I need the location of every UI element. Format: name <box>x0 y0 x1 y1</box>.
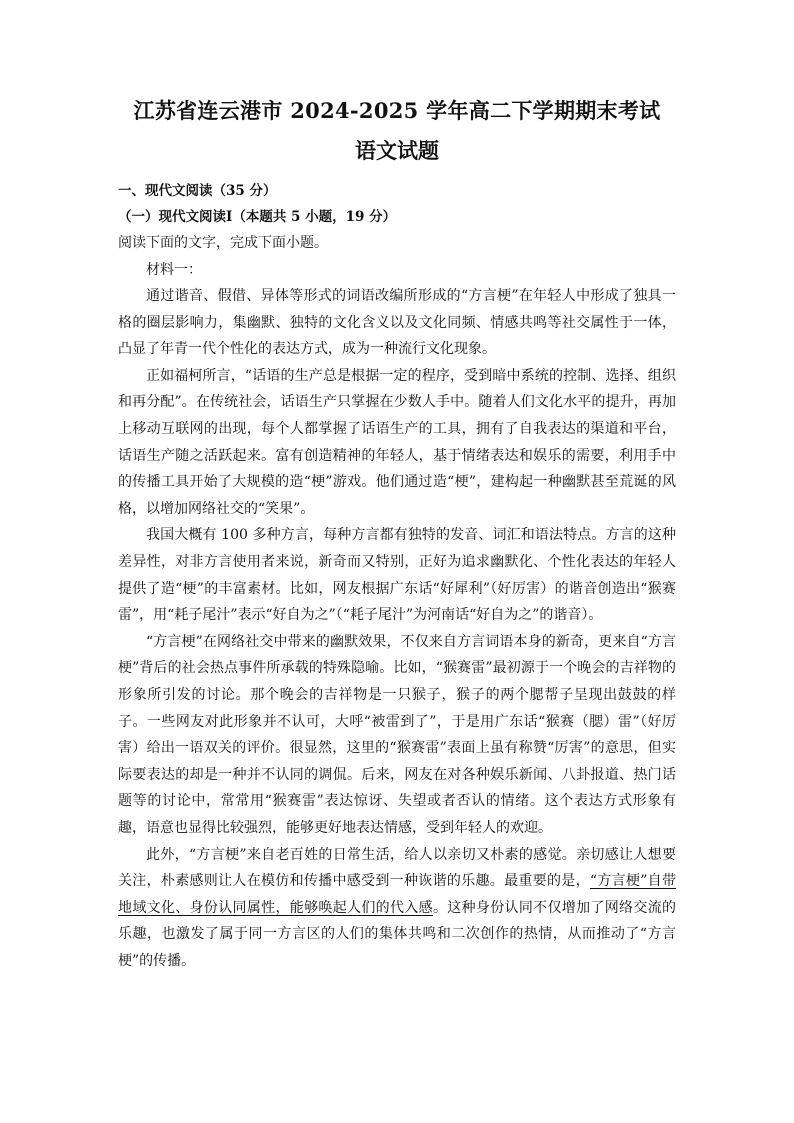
paragraph-3: 我国大概有 100 多种方言，每种方言都有独特的发音、词汇和语法特点。方言的这种差异性，对非方言使用者来说，新奇而又特别，正好为追求幽默化、个性化表达的年轻人提供了造“梗”的丰富素材。比如，网友根据广东话“好犀利”（好厉害）的谐音创造出“猴赛雷”，用“耗子尾汁”表示“好自为之”（“耗子尾汁”为河南话“好自为之”的谐音）。 <box>118 527 676 624</box>
exam-subtitle: 语文试题 <box>355 138 439 163</box>
paragraph-5-text-after: 。这种身份认同不仅增加了网络交流的乐趣，也激发了属于同一方言区的人们的集体共鸣和二次创作的热情，从而推动了“方言梗”的传播。 <box>118 899 677 969</box>
material-label: 材料一： <box>146 261 202 278</box>
paragraph-2: 正如福柯所言，“话语的生产总是根据一定的程序，受到暗中系统的控制、选择、组织和再分配”。在传统社会，话语生产只掌握在少数人手中。随着人们文化水平的提升，再加上移动互联网的出现，每个人都掌握了话语生产的工具，拥有了自我表达的渠道和平台，话语生产随之活跃起来。富有创造精神的年轻人，基于情绪表达和娱乐的需要，利用手中的传播工具开始了大规模的造“梗”游戏。他们通过造“梗”，建构起一种幽默甚至荒诞的风格，以增加网络社交的“笑果”。 <box>118 367 676 517</box>
subsection-heading: （一）现代文阅读Ⅰ（本题共 5 小题，19 分） <box>118 209 397 225</box>
paragraph-5 <box>118 842 676 975</box>
paragraph-5-text-before: 此外，“方言梗”来自老百姓的日常生活，给人以亲切又朴素的感觉。亲切感让人想要关注，朴素感则让人在模仿和传播中感受到一种诙谐的乐趣。最重要的是， <box>118 846 676 890</box>
paragraph-4: “方言梗”在网络社交中带来的幽默效果，不仅来自方言词语本身的新奇，更来自“方言梗”背后的社会热点事件所承载的特殊隐喻。比如，“猴赛雷”最初源于一个晚会的吉祥物的形象所引发的讨论。那个晚会的吉祥物是一只猴子，猴子的两个腮帮子呈现出鼓鼓的样子。一些网友对此形象并不认可，大呼“被雷到了”，于是用广东话“猴赛（腮）雷”（好厉害）给出一语双关的评价。很显然，这里的“猴赛雷”表面上虽有称赞“厉害”的意思，但实际要表达的却是一种并不认同的调侃。后来，网友在对各种娱乐新闻、八卦报道、热门话题等的讨论中，常常用“猴赛雷”表达惊讶、失望或者否认的情绪。这个表达方式形象有趣，语意也显得比较强烈，能够更好地表达情感，受到年轻人的欢迎。 <box>118 633 676 836</box>
section-heading: 一、现代文阅读（35 分） <box>118 183 277 199</box>
exam-title: 江苏省连云港市 2024-2025 学年高二下学期期末考试 <box>133 98 661 123</box>
paragraph-1: 通过谐音、假借、异体等形式的词语改编所形成的“方言梗”在年轻人中形成了独具一格的圈层影响力，集幽默、独特的文化含义以及文化同频、情感共鸣等社交属性于一体，凸显了年青一代个性化的表达方式，成为一种流行文化现象。 <box>118 288 676 358</box>
document-page <box>118 96 676 975</box>
reading-instruction: 阅读下面的文字，完成下面小题。 <box>118 235 328 251</box>
paragraph-5-underlined-sentence: “方言梗”自带地域文化、身份认同属性，能够唤起人们的代入感 <box>118 873 676 916</box>
